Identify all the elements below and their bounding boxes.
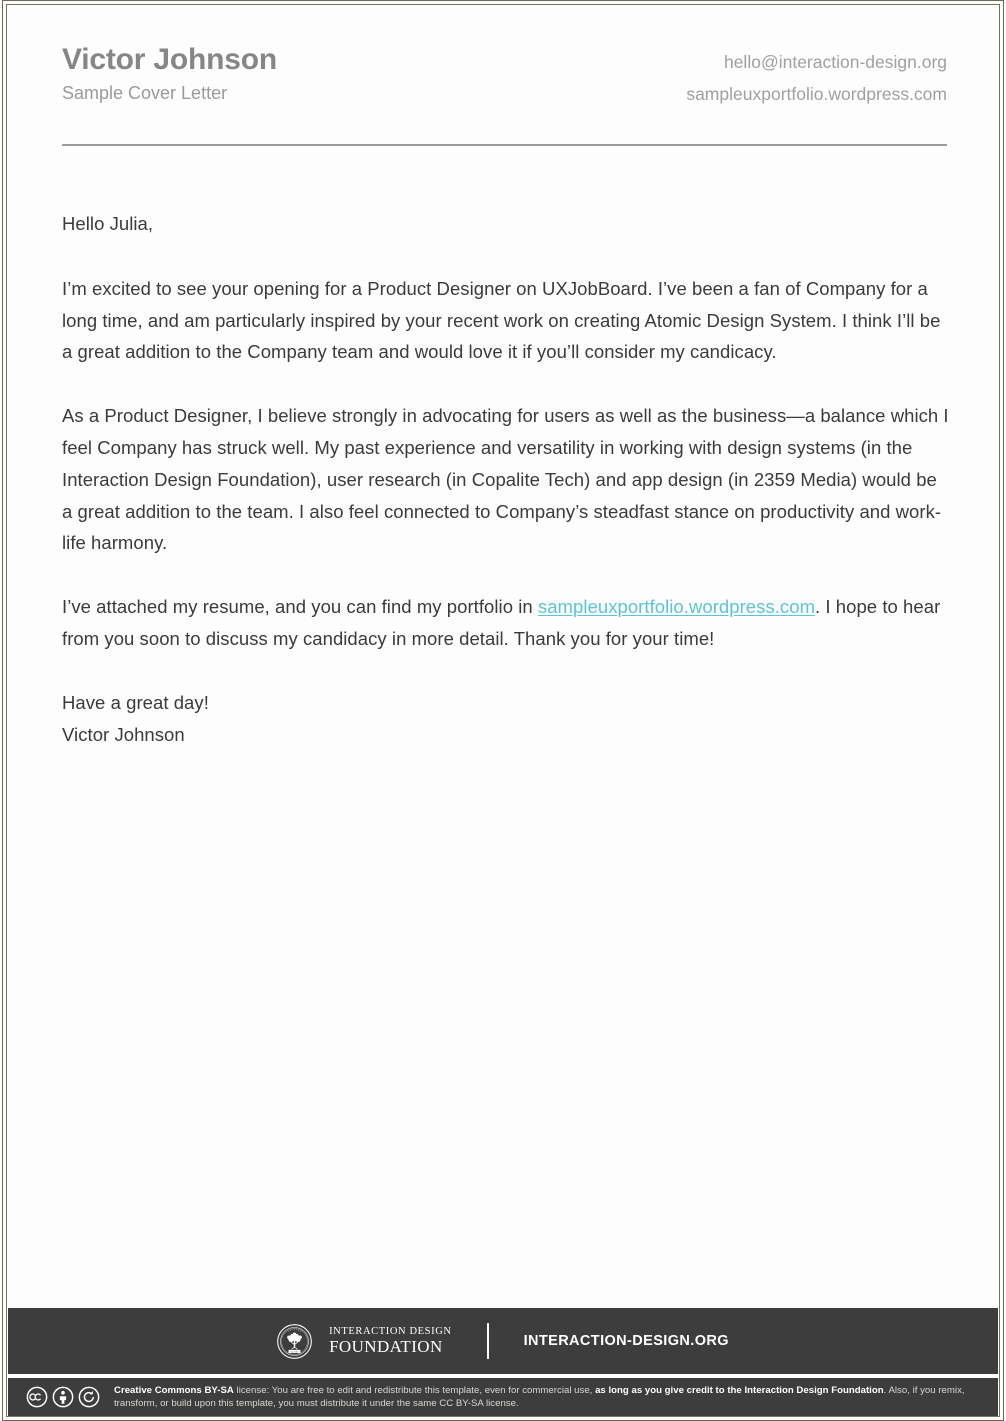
header-divider — [62, 144, 947, 146]
idf-wordmark-line1: INTERACTION DESIGN — [329, 1325, 452, 1337]
license-part-2: . Also, if you remix, transform, or build upon this template, you must distribute it under the same CC BY-SA license. — [114, 1384, 965, 1409]
cc-sa-icon — [78, 1386, 100, 1408]
page-title: Victor Johnson — [62, 43, 278, 76]
signature: Victor Johnson — [62, 723, 185, 745]
letter-header — [62, 42, 947, 110]
letter-body — [62, 208, 950, 750]
paragraph-spacer — [62, 655, 950, 687]
header-contact — [686, 42, 947, 110]
license-strong-lead: Creative Commons BY-SA — [114, 1384, 234, 1396]
paragraph-3 — [62, 591, 950, 655]
paragraph-spacer — [62, 559, 950, 591]
footer-brand-bar — [8, 1308, 998, 1374]
idf-seal-icon — [277, 1324, 312, 1359]
document-subtitle: Sample Cover Letter — [62, 83, 228, 103]
idf-wordmark — [329, 1327, 452, 1356]
license-part-1: license: You are free to edit and redistribute this template, even for commercial use, — [233, 1384, 596, 1396]
brand-cluster — [277, 1323, 729, 1359]
portfolio-link[interactable]: sampleuxportfolio.wordpress.com — [537, 596, 816, 618]
idf-wordmark-line2: FOUNDATION — [329, 1337, 443, 1357]
cc-by-icon — [52, 1386, 74, 1408]
license-bar — [8, 1378, 998, 1416]
cc-license-icons — [26, 1386, 100, 1408]
header-identity — [62, 42, 277, 106]
license-strong-mid: as long as you give credit to the Interaction Design Foundation — [595, 1384, 884, 1396]
salutation: Hello Julia, — [62, 213, 154, 234]
seal-est-label: Est. 2002 — [290, 1350, 299, 1353]
paragraph-1: I’m excited to see your opening for a Product Designer on UXJobBoard. I’ve been a fan of Company for a long time, and am particularly inspired by your recent work on creating Atomic Design System. I think I’ll be a great addition to the Company team and would love it if you’ll consider my candicacy. — [62, 277, 941, 363]
paragraph-3-lead: I’ve attached my resume, and you can find my portfolio in — [62, 596, 538, 618]
signoff: Have a great day! — [62, 691, 209, 713]
paragraph-3-tail: . I hope to hear from you soon to discuss my candidacy in more detail. Thank you for your time! — [62, 596, 941, 649]
paragraph-spacer — [62, 368, 950, 400]
contact-website[interactable]: sampleuxportfolio.wordpress.com — [686, 84, 947, 104]
license-text — [114, 1384, 984, 1411]
brand-divider — [487, 1323, 489, 1359]
paragraph-spacer — [62, 240, 950, 273]
footer-url[interactable]: INTERACTION-DESIGN.ORG — [523, 1333, 729, 1349]
cc-icon — [26, 1386, 48, 1408]
paragraph-2: As a Product Designer, I believe strongly in advocating for users as well as the business—a balance which I feel Company has struck well. My past experience and versatility in working with design systems (in the Interaction Design Foundation), user research (in Copalite Tech) and app design (in 2359 Media) would be a great addition to the team. I also feel connected to Company’s steadfast stance on productivity and work-life harmony. — [62, 405, 949, 554]
contact-email[interactable]: hello@interaction-design.org — [723, 52, 947, 72]
